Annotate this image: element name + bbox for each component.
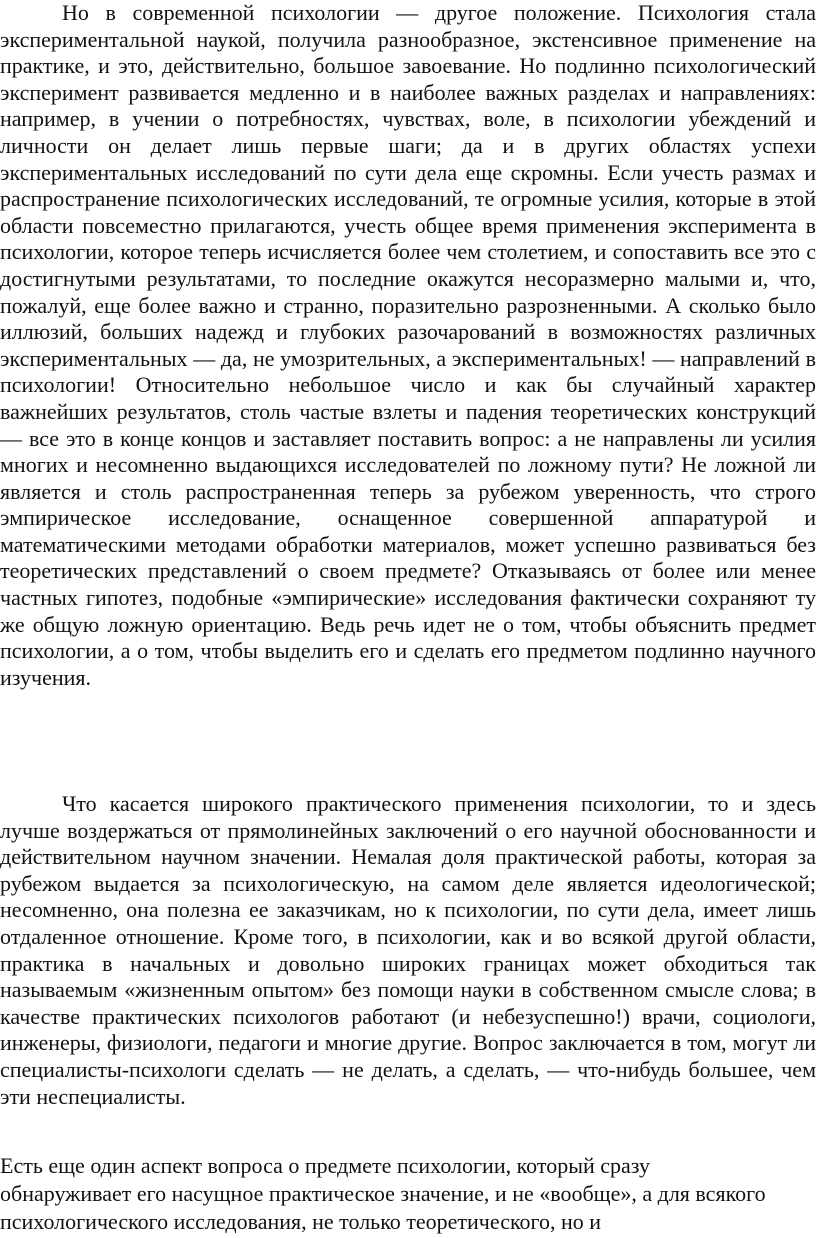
paragraph-experimental-psychology: Но в современной психологии — другое положение. Психология стала экспериментальной наукой, получила разнообразное, экстенсивное применение на практике, и это, действительно, большое завоевание. Но подлинно психологический эксперимент развивается медленно и в наиболее важных разделах и направлениях: например, в учении о потребностях, чувствах, воле, в психологии убеждений и личности он делает лишь первые шаги; да и в других областях успехи экспериментальных исследований по сути дела еще скромны. Если учесть размах и распространение психологических исследований, те огромные усилия, которые в этой области повсеместно прилагаются, учесть общее время применения эксперимента в психологии, которое теперь исчисляется более чем столетием, и сопоставить все это с достигнутыми результатами, то последние окажутся несоразмерно малыми и, что, пожалуй, еще более важно и странно, поразительно разрозненными. А сколько было иллюзий, больших надежд и глубоких разочарований в возможностях различных экспериментальных — да, не умозрительных, а экспериментальных! — направлений в психологии! Относительно небольшое число и как бы случайный характер важнейших результатов, столь частые взлеты и падения теоретических конструкций — все это в конце концов и заставляет поставить вопрос: а не направлены ли усилия многих и несомненно выдающихся исследователей по ложному пути? Не ложной ли является и столь распространенная теперь за рубежом уверенность, что строго эмпирическое исследование, оснащенное совершенной аппаратурой и математическими методами обработки материалов, может успешно развиваться без теоретических представлений о своем предмете? Отказываясь от более или менее частных гипотез, подобные «эмпирические» исследования фактически сохраняют ту же общую ложную ориентацию. Ведь речь идет не о том, чтобы объяснить предмет психологии, а о том, чтобы выделить его и сделать его предметом подлинно научного изучения. — [0, 0, 816, 690]
paragraph-practical-application: Что касается широкого практического применения психологии, то и здесь лучше воздержаться от прямолинейных заключений о его научной обоснованности и действительном научном значении. Немалая доля практической работы, которая за рубежом выдается за психологическую, на самом деле является идеологической; несомненно, она полезна ее заказчикам, но к психологии, по сути дела, имеет лишь отдаленное отношение. Кроме того, в психологии, как и во всякой другой области, практика в начальных и довольно широких границах может обходиться так называемым «жизненным опытом» без помощи науки в собственном смысле слова; в качестве практических психологов работают (и небезуспешно!) врачи, социологи, инженеры, физиологи, педагоги и многие другие. Вопрос заключается в том, могут ли специалисты-психологи сделать — не делать, а сделать, — что-нибудь большее, чем эти неспециалисты. — [0, 791, 816, 1109]
paragraph-subject-aspect: Есть еще один аспект вопроса о предмете психологии, который сразу обнаруживает его насущное практическое значение, и не «вообще», а для всякого психологического исследования, не только теоретического, но и — [0, 1153, 766, 1234]
